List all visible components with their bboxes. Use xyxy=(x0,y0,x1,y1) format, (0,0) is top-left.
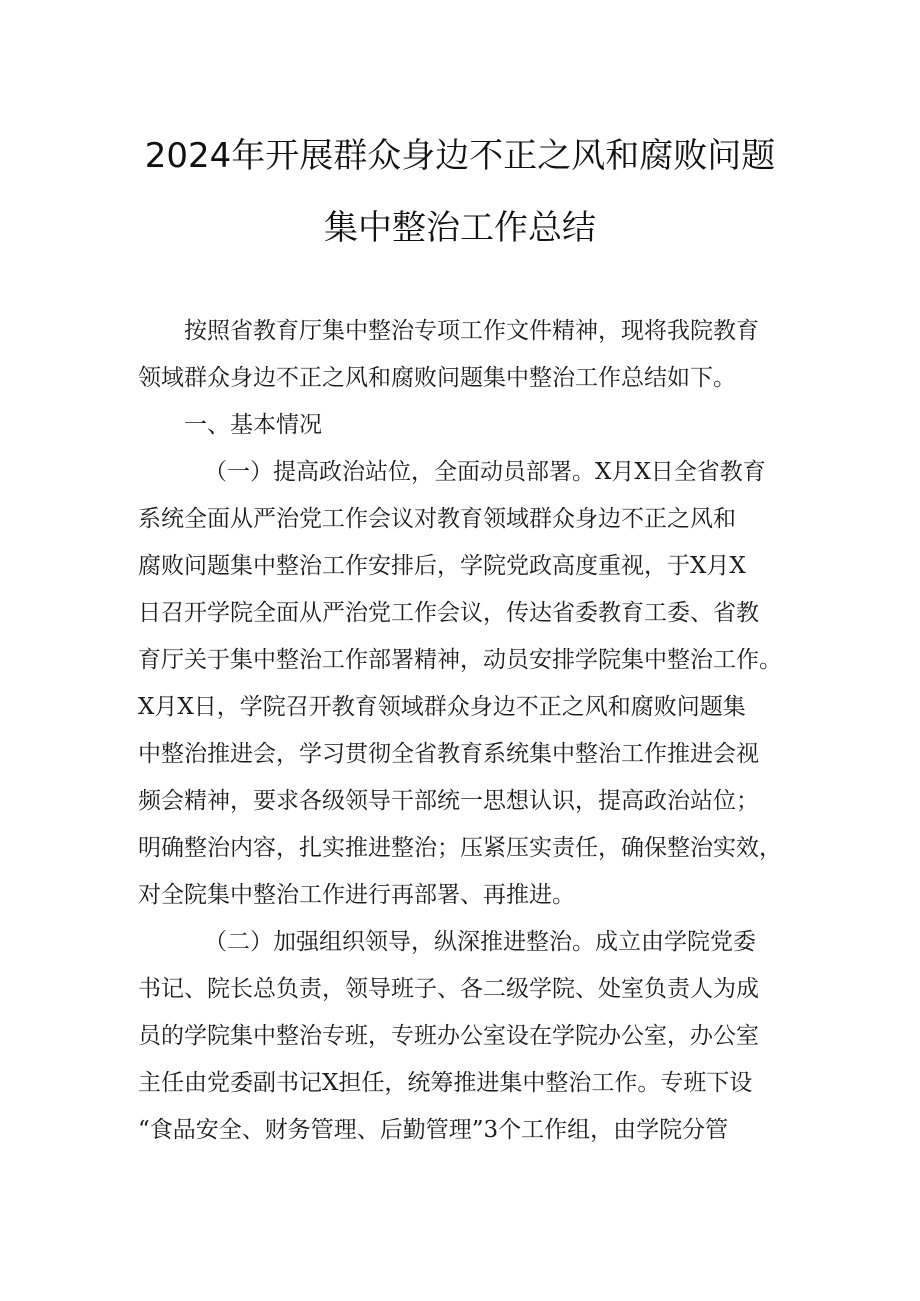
body-line: 中整治推进会，学习贯彻全省教育系统集中整治工作推进会视 xyxy=(138,741,759,767)
subsection-heading-line: （二）加强组织领导，纵深推进整治。成立由学院党委 xyxy=(204,929,756,955)
body-line: 明确整治内容，扎实推进整治；压紧压实责任，确保整治实效， xyxy=(138,835,782,861)
subsection-heading-line: （一）提高政治站位，全面动员部署。X月X日全省教育 xyxy=(204,459,766,485)
body-line: 育厅关于集中整治工作部署精神，动员安排学院集中整治工作。 xyxy=(138,647,782,673)
section-heading: 一、基本情况 xyxy=(184,412,322,438)
body-line: 频会精神，要求各级领导干部统一思想认识，提高政治站位； xyxy=(138,788,759,814)
body-line: 领域群众身边不正之风和腐败问题集中整治工作总结如下。 xyxy=(138,365,736,391)
body-line: “食品安全、财务管理、后勤管理”3个工作组，由学院分管 xyxy=(138,1117,729,1143)
body-line: 书记、院长总负责，领导班子、各二级学院、处室负责人为成 xyxy=(138,976,759,1002)
document-title-line-2: 集中整治工作总结 xyxy=(324,208,596,248)
document-body xyxy=(138,308,794,1154)
body-line: 日召开学院全面从严治党工作会议，传达省委教育工委、省教 xyxy=(138,600,759,626)
body-line: 按照省教育厅集中整治专项工作文件精神，现将我院教育 xyxy=(184,318,759,344)
body-line: X月X日，学院召开教育领域群众身边不正之风和腐败问题集 xyxy=(138,694,746,720)
body-line: 员的学院集中整治专班，专班办公室设在学院办公室，办公室 xyxy=(138,1023,759,1049)
body-line: 系统全面从严治党工作会议对教育领域群众身边不正之风和 xyxy=(138,506,736,532)
body-line: 对全院集中整治工作进行再部署、再推进。 xyxy=(138,882,575,908)
body-line: 主任由党委副书记X担任，统筹推进集中整治工作。专班下设 xyxy=(138,1070,753,1096)
document-title-line-1: 2024年开展群众身边不正之风和腐败问题 xyxy=(144,136,776,176)
body-line: 腐败问题集中整治工作安排后，学院党政高度重视，于X月X xyxy=(138,553,746,579)
